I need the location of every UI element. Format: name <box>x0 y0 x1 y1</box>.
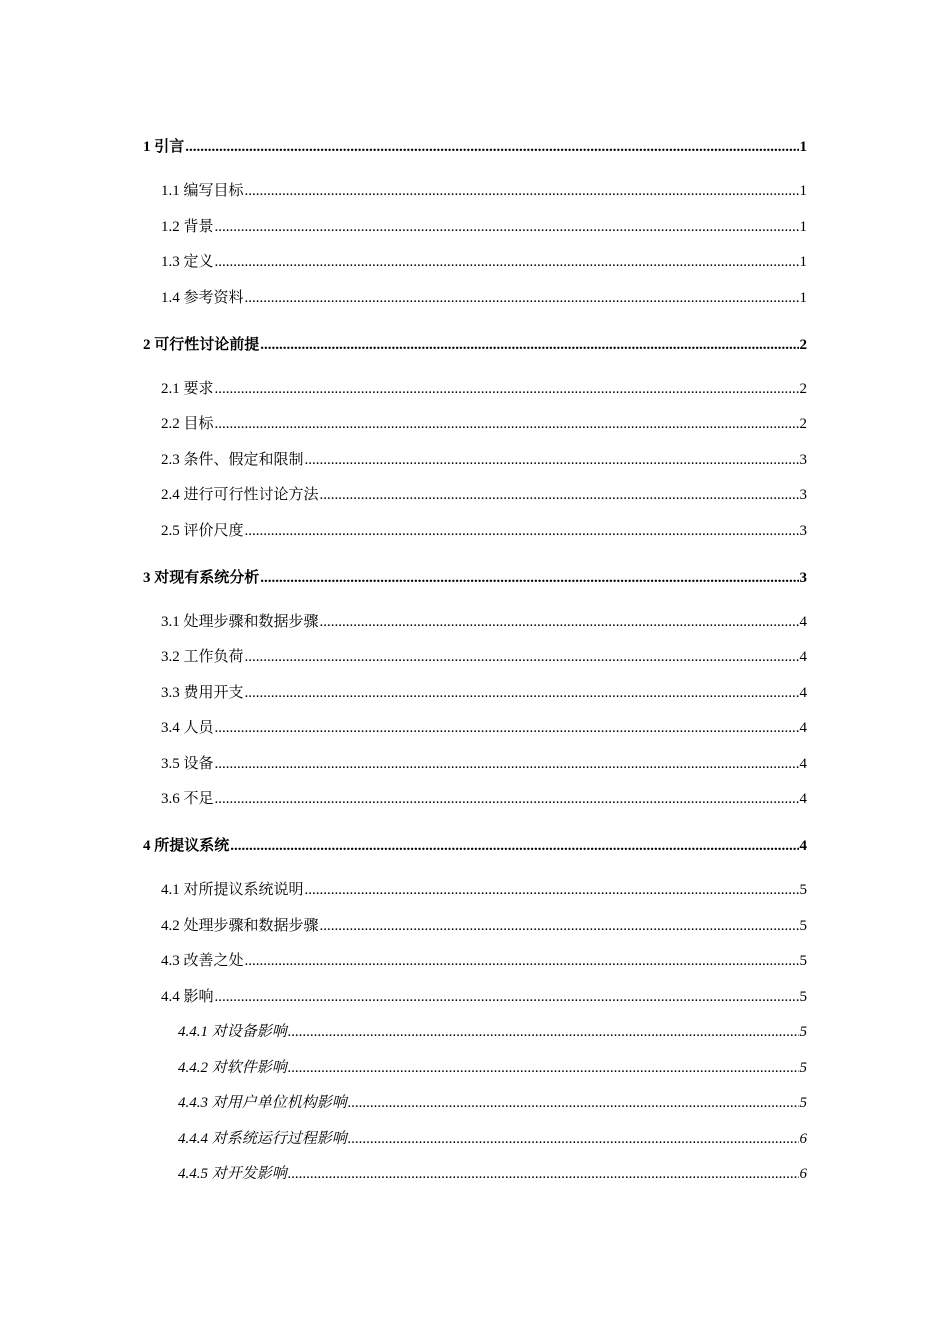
toc-entry-level-1[interactable] <box>143 326 807 372</box>
toc-dot-leader <box>305 873 799 909</box>
toc-entry-page-number: 3 <box>799 522 807 539</box>
toc-entry-title: 2.1 要求 <box>161 380 214 397</box>
toc-entry-title: 4.3 改善之处 <box>161 953 244 969</box>
toc-entry-level-2[interactable] <box>161 640 807 676</box>
toc-entry-page-number: 4 <box>799 720 807 736</box>
toc-dot-leader <box>215 372 799 408</box>
toc-entry-page-number: 5 <box>799 917 807 934</box>
toc-entry-level-2[interactable] <box>161 281 807 326</box>
toc-entry-page-number: 5 <box>799 1024 807 1040</box>
toc-dot-leader <box>260 326 798 364</box>
toc-dot-leader <box>288 1051 799 1087</box>
toc-entry-level-3[interactable] <box>178 1122 807 1158</box>
toc-entry-level-2[interactable] <box>161 478 807 514</box>
toc-entry-title: 3 对现有系统分析 <box>143 569 260 586</box>
toc-entry-page-number: 5 <box>799 1059 807 1076</box>
toc-entry-level-2[interactable] <box>161 443 807 479</box>
toc-dot-leader <box>245 676 799 712</box>
toc-entry-page-number: 5 <box>799 1095 807 1111</box>
table-of-contents <box>143 128 807 1193</box>
toc-entry-title: 1.3 定义 <box>161 254 214 270</box>
toc-entry-page-number: 2 <box>799 380 807 397</box>
toc-entry-level-2[interactable] <box>161 605 807 641</box>
toc-entry-page-number: 3 <box>799 569 807 586</box>
toc-entry-page-number: 1 <box>799 183 807 199</box>
toc-entry-title: 3.6 不足 <box>161 791 214 807</box>
toc-entry-title: 1.4 参考资料 <box>161 289 244 306</box>
toc-entry-page-number: 4 <box>799 791 807 807</box>
toc-entry-level-2[interactable] <box>161 782 807 827</box>
toc-dot-leader <box>245 514 799 550</box>
toc-entry-page-number: 4 <box>799 755 807 772</box>
toc-entry-title: 4.4.5 对开发影响 <box>178 1166 287 1182</box>
toc-dot-leader <box>288 1015 799 1051</box>
toc-entry-title: 2.5 评价尺度 <box>161 522 244 539</box>
toc-entry-title: 1 引言 <box>143 139 185 155</box>
toc-entry-level-2[interactable] <box>161 711 807 747</box>
toc-dot-leader <box>245 174 799 210</box>
toc-dot-leader <box>215 245 799 281</box>
toc-dot-leader <box>215 980 799 1016</box>
toc-entry-level-1[interactable] <box>143 827 807 873</box>
toc-dot-leader <box>215 407 799 443</box>
toc-entry-page-number: 4 <box>799 613 807 630</box>
toc-entry-page-number: 4 <box>799 649 807 665</box>
toc-entry-level-2[interactable] <box>161 980 807 1016</box>
toc-entry-title: 3.3 费用开支 <box>161 684 244 701</box>
toc-entry-level-1[interactable] <box>143 559 807 605</box>
toc-dot-leader <box>260 559 798 597</box>
toc-entry-page-number: 6 <box>799 1166 807 1182</box>
toc-entry-title: 4.4.3 对用户单位机构影响 <box>178 1095 347 1111</box>
toc-entry-title: 2.3 条件、假定和限制 <box>161 451 304 468</box>
toc-dot-leader <box>348 1086 799 1122</box>
toc-entry-page-number: 5 <box>799 988 807 1005</box>
toc-entry-title: 2.4 进行可行性讨论方法 <box>161 487 319 503</box>
toc-entry-level-2[interactable] <box>161 407 807 443</box>
toc-dot-leader <box>320 605 799 641</box>
toc-entry-title: 4.4 影响 <box>161 988 214 1005</box>
toc-entry-page-number: 5 <box>799 882 807 898</box>
toc-entry-title: 1.1 编写目标 <box>161 183 244 199</box>
toc-entry-title: 4.2 处理步骤和数据步骤 <box>161 917 319 934</box>
toc-entry-page-number: 5 <box>799 953 807 969</box>
toc-dot-leader <box>215 782 799 818</box>
toc-entry-page-number: 1 <box>799 218 807 235</box>
toc-entry-level-2[interactable] <box>161 909 807 945</box>
toc-dot-leader <box>230 827 798 865</box>
toc-entry-level-2[interactable] <box>161 174 807 210</box>
toc-entry-title: 2.2 目标 <box>161 416 214 432</box>
toc-entry-title: 4.4.2 对软件影响 <box>178 1059 287 1076</box>
toc-entry-level-2[interactable] <box>161 372 807 408</box>
toc-dot-leader <box>245 281 799 317</box>
toc-dot-leader <box>245 640 799 676</box>
toc-entry-level-2[interactable] <box>161 944 807 980</box>
toc-entry-level-1[interactable] <box>143 128 807 174</box>
toc-entry-level-2[interactable] <box>161 747 807 783</box>
toc-entry-level-3[interactable] <box>178 1051 807 1087</box>
toc-dot-leader <box>305 443 799 479</box>
toc-entry-title: 3.2 工作负荷 <box>161 649 244 665</box>
toc-entry-title: 4 所提议系统 <box>143 838 230 854</box>
toc-dot-leader <box>348 1122 799 1158</box>
toc-entry-title: 3.4 人员 <box>161 720 214 736</box>
toc-entry-title: 3.1 处理步骤和数据步骤 <box>161 613 319 630</box>
toc-entry-page-number: 1 <box>799 289 807 306</box>
toc-entry-level-2[interactable] <box>161 514 807 559</box>
toc-entry-level-2[interactable] <box>161 210 807 246</box>
toc-dot-leader <box>215 747 799 783</box>
toc-entry-page-number: 4 <box>799 838 807 854</box>
toc-dot-leader <box>185 128 798 166</box>
toc-dot-leader <box>288 1157 799 1193</box>
toc-entry-page-number: 1 <box>799 139 807 155</box>
toc-dot-leader <box>320 478 799 514</box>
toc-entry-page-number: 1 <box>799 254 807 270</box>
toc-entry-page-number: 6 <box>799 1130 807 1147</box>
toc-entry-level-3[interactable] <box>178 1015 807 1051</box>
toc-entry-level-3[interactable] <box>178 1157 807 1193</box>
toc-dot-leader <box>320 909 799 945</box>
toc-entry-page-number: 3 <box>799 487 807 503</box>
toc-entry-level-2[interactable] <box>161 245 807 281</box>
toc-entry-title: 4.4.4 对系统运行过程影响 <box>178 1130 347 1147</box>
toc-dot-leader <box>245 944 799 980</box>
toc-dot-leader <box>215 210 799 246</box>
toc-entry-level-3[interactable] <box>178 1086 807 1122</box>
toc-entry-title: 4.4.1 对设备影响 <box>178 1024 287 1040</box>
toc-entry-page-number: 2 <box>799 336 807 353</box>
toc-entry-title: 1.2 背景 <box>161 218 214 235</box>
toc-entry-page-number: 2 <box>799 416 807 432</box>
toc-entry-level-2[interactable] <box>161 676 807 712</box>
toc-entry-page-number: 3 <box>799 451 807 468</box>
toc-dot-leader <box>215 711 799 747</box>
toc-entry-level-2[interactable] <box>161 873 807 909</box>
toc-entry-title: 3.5 设备 <box>161 755 214 772</box>
toc-entry-page-number: 4 <box>799 684 807 701</box>
toc-entry-title: 4.1 对所提议系统说明 <box>161 882 304 898</box>
toc-entry-title: 2 可行性讨论前提 <box>143 336 260 353</box>
